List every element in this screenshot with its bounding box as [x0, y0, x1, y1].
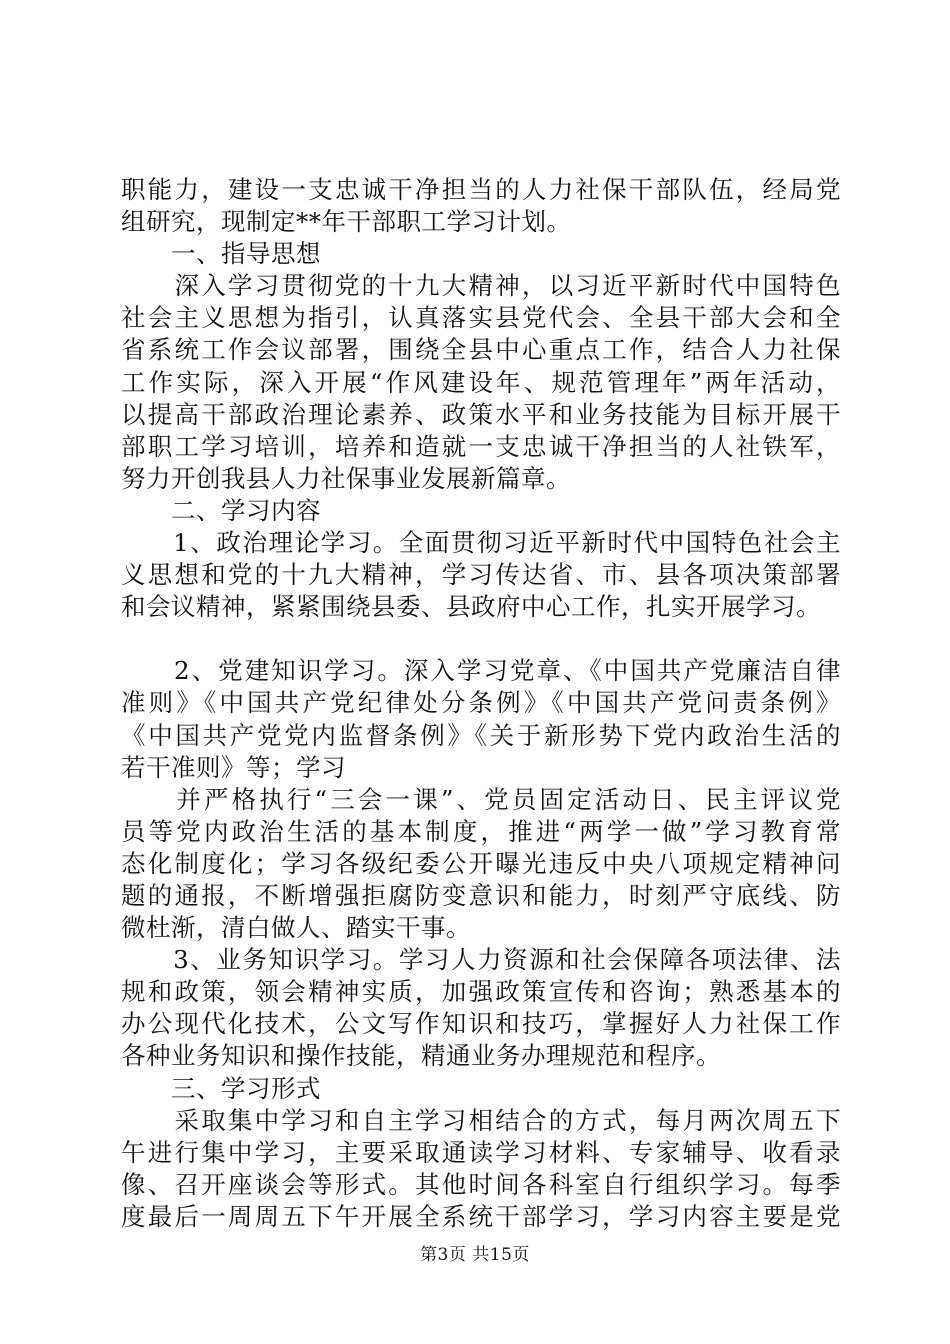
text-line: 准则》《中国共产党纪律处分条例》《中国共产党问责条例》 — [121, 688, 841, 718]
text-line: 部职工学习培训，培养和造就一支忠诚干净担当的人社铁军， — [121, 431, 841, 461]
text-line: 深入学习贯彻党的十九大精神，以习近平新时代中国特色 — [121, 271, 841, 301]
text-line: 采取集中学习和自主学习相结合的方式，每月两次周五下 — [121, 1105, 841, 1135]
document-body — [121, 174, 841, 1233]
text-line: 2、党建知识学习。深入学习党章、《中国共产党廉洁自律 — [121, 656, 841, 686]
section-heading: 二、学习内容 — [121, 495, 321, 525]
text-line: 午进行集中学习，主要采取通读学习材料、专家辅导、收看录 — [121, 1137, 841, 1167]
text-line: 员等党内政治生活的基本制度，推进“两学一做”学习教育常 — [121, 816, 841, 846]
text-line: 态化制度化；学习各级纪委公开曝光违反中央八项规定精神问 — [121, 848, 841, 878]
page-number: 第3页 共15页 — [420, 1245, 530, 1265]
text-line: 3、业务知识学习。学习人力资源和社会保障各项法律、法 — [121, 945, 841, 975]
text-line: 1、政治理论学习。全面贯彻习近平新时代中国特色社会主 — [121, 528, 841, 558]
section-heading: 三、学习形式 — [121, 1073, 321, 1103]
text-line: 组研究，现制定**年干部职工学习计划。 — [121, 207, 572, 237]
blank-line — [121, 623, 841, 655]
text-line: 努力开创我县人力社保事业发展新篇章。 — [121, 463, 571, 493]
text-line: 微杜渐，清白做人、踏实干事。 — [121, 913, 471, 943]
text-line: 规和政策，领会精神实质，加强政策宣传和咨询；熟悉基本的 — [121, 977, 841, 1007]
text-line: 题的通报，不断增强拒腐防变意识和能力，时刻严守底线、防 — [121, 880, 841, 910]
text-line: 并严格执行“三会一课”、党员固定活动日、民主评议党 — [121, 784, 841, 814]
text-line: 省系统工作会议部署，围绕全县中心重点工作，结合人力社保 — [121, 335, 841, 365]
text-line: 社会主义思想为指引，认真落实县党代会、全县干部大会和全 — [121, 303, 841, 333]
text-line: 义思想和党的十九大精神，学习传达省、市、县各项决策部署 — [121, 560, 841, 590]
text-line: 若干准则》等；学习 — [121, 752, 346, 782]
text-line: 各种业务知识和操作技能，精通业务办理规范和程序。 — [121, 1041, 721, 1071]
text-line: 和会议精神，紧紧围绕县委、县政府中心工作，扎实开展学习。 — [121, 592, 821, 622]
text-line: 工作实际，深入开展“作风建设年、规范管理年”两年活动， — [121, 367, 841, 397]
text-line: 《中国共产党党内监督条例》《关于新形势下党内政治生活的 — [121, 720, 841, 750]
text-line: 职能力，建设一支忠诚干净担当的人力社保干部队伍，经局党 — [121, 175, 841, 204]
text-line: 像、召开座谈会等形式。其他时间各科室自行组织学习。每季 — [121, 1169, 841, 1199]
text-line: 以提高干部政治理论素养、政策水平和业务技能为目标开展干 — [121, 399, 841, 429]
text-line: 办公现代化技术，公文写作知识和技巧，掌握好人力社保工作 — [121, 1009, 841, 1039]
text-line: 度最后一周周五下午开展全系统干部学习，学习内容主要是党 — [121, 1201, 841, 1231]
section-heading: 一、指导思想 — [121, 239, 321, 269]
